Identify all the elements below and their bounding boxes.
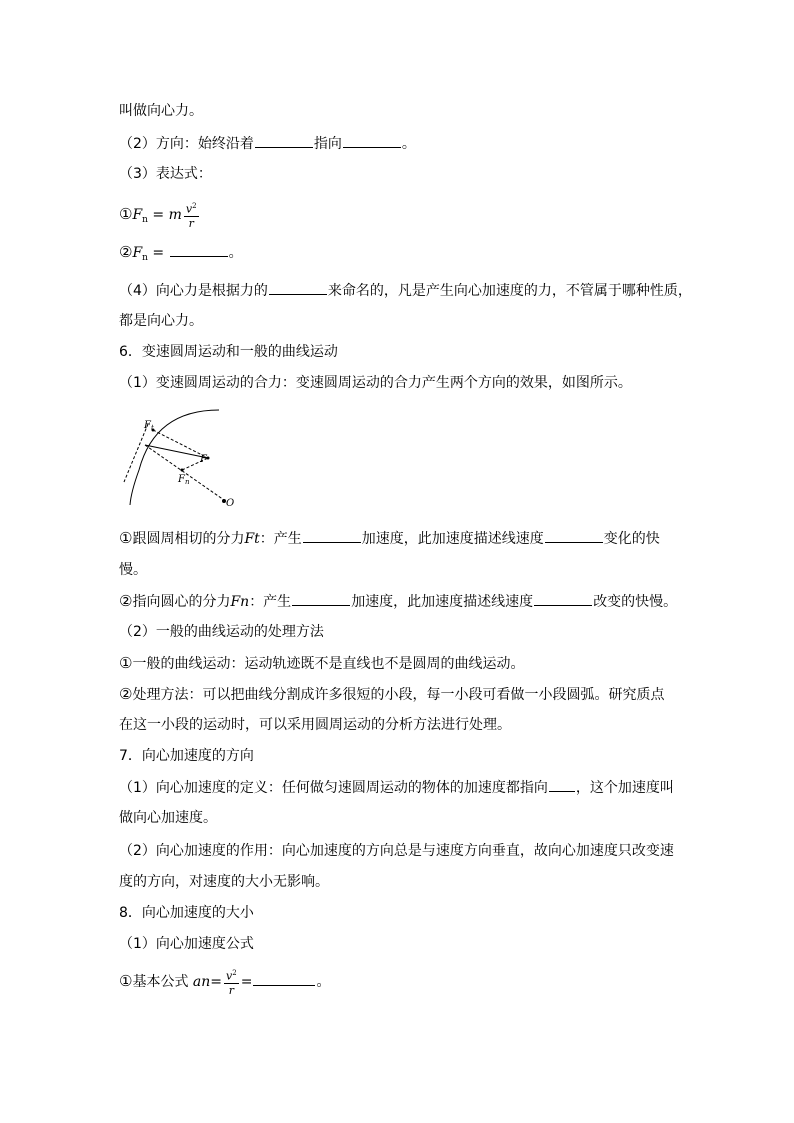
text-line: 慢。 bbox=[119, 562, 147, 578]
answer-blank[interactable] bbox=[303, 528, 361, 543]
expression-heading: （3）表达式： bbox=[119, 166, 212, 182]
label-Fn: $F_n$ bbox=[178, 474, 190, 486]
section-heading-8: 8．向心加速度的大小 bbox=[119, 905, 254, 921]
answer-blank[interactable] bbox=[549, 777, 575, 792]
text-line: （4）向心力是根据力的 来命名的，凡是产生向心加速度的力，不管属于哪种性质， bbox=[119, 280, 692, 301]
text-line: （2）向心加速度的作用：向心加速度的方向总是与速度方向垂直，故向心加速度只改变速 bbox=[119, 843, 674, 859]
answer-blank[interactable] bbox=[253, 971, 315, 986]
answer-blank[interactable] bbox=[255, 133, 313, 148]
answer-blank[interactable] bbox=[545, 528, 603, 543]
section-heading-7: 7．向心加速度的方向 bbox=[119, 748, 254, 764]
text-line: ②处理方法：可以把曲线分割成许多很短的小段，每一小段可看做一小段圆弧。研究质点 bbox=[119, 685, 665, 703]
direction-line: （2）方向：始终沿着 指向 。 bbox=[119, 133, 416, 154]
text-line: 在这一小段的运动时，可以采用圆周运动的分析方法进行处理。 bbox=[119, 717, 511, 733]
normal-force-line: ②指向圆心的分力Fn：产生 加速度，此加速度描述线速度 改变的快慢。 bbox=[119, 592, 678, 610]
text-line: （1）变速圆周运动的合力：变速圆周运动的合力产生两个方向的效果，如图所示。 bbox=[119, 375, 632, 391]
text-line: 做向心加速度。 bbox=[119, 810, 217, 826]
text-line: （2）一般的曲线运动的处理方法 bbox=[119, 624, 324, 640]
label-O: O bbox=[226, 498, 235, 509]
label-Ft: $F_t$ bbox=[144, 420, 154, 432]
text-line: 度的方向，对速度的大小无影响。 bbox=[119, 874, 329, 890]
text-line: （1）向心加速度公式 bbox=[119, 936, 254, 952]
answer-blank[interactable] bbox=[292, 591, 350, 606]
section-heading-6: 6．变速圆周运动和一般的曲线运动 bbox=[119, 344, 338, 360]
label-F: F bbox=[200, 454, 207, 465]
force-diagram bbox=[119, 404, 239, 510]
text-line: （1）向心加速度的定义：任何做匀速圆周运动的物体的加速度都指向 ，这个加速度叫 bbox=[119, 777, 674, 798]
tangent-line bbox=[124, 424, 148, 482]
text-line: ①一般的曲线运动：运动轨迹既不是直线也不是圆周的曲线运动。 bbox=[119, 654, 525, 672]
text-line: 都是向心力。 bbox=[119, 313, 203, 329]
text-line: 叫做向心力。 bbox=[119, 103, 203, 119]
formula-an: ①基本公式 an= $\frac{v^2}{r}$ = 。 bbox=[119, 969, 331, 997]
fraction: $\frac{v^2}{r}$ bbox=[185, 202, 197, 230]
tangential-force-line: ①跟圆周相切的分力Ft：产生 加速度，此加速度描述线速度 变化的快 bbox=[119, 529, 660, 547]
fraction: $\frac{v^2}{r}$ bbox=[226, 969, 237, 997]
answer-blank[interactable] bbox=[534, 591, 592, 606]
answer-blank[interactable] bbox=[343, 133, 401, 148]
formula-2: $②F_n$ = 。 bbox=[119, 243, 243, 263]
answer-blank[interactable] bbox=[269, 280, 327, 295]
formula-1: $①F_n = m$ $\frac{v^2}{r}$ bbox=[119, 202, 197, 230]
answer-blank[interactable] bbox=[170, 242, 228, 257]
